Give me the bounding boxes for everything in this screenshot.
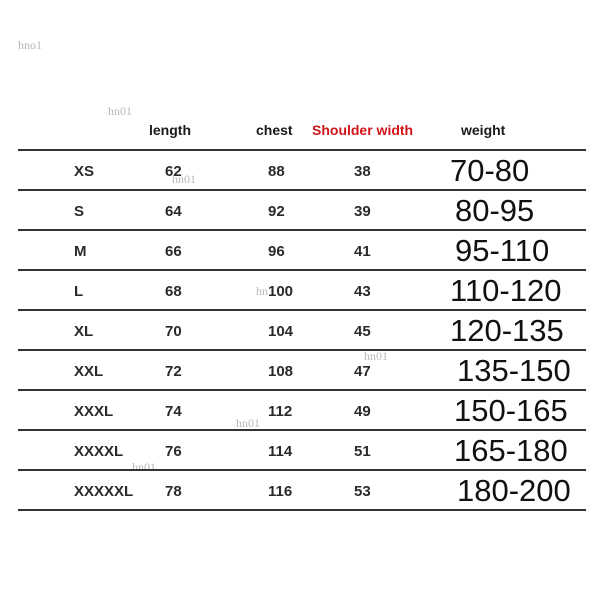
weight-cell: 165-180 [454,433,568,468]
weight-cell: 150-165 [454,393,568,428]
chest-cell: 116 [268,483,293,500]
length-cell: 62 [165,163,182,180]
chest-cell: 88 [268,163,285,180]
chest-cell: 100 [268,283,294,300]
length-cell: 70 [165,323,182,340]
size-cell: XL [74,323,94,340]
watermark: hn01 [364,349,388,363]
watermark: hn01 [108,104,132,118]
watermark: hn [256,284,268,298]
length-cell: 78 [165,483,182,500]
watermark: hn01 [172,172,196,186]
chest-cell: 96 [268,243,285,260]
length-cell: 72 [165,363,182,380]
length-cell: 66 [165,243,182,260]
length-cell: 68 [165,283,182,300]
shoulder-cell: 39 [354,203,371,220]
watermark: hn01 [132,460,156,474]
header-chest: chest [256,122,293,138]
table-row [18,391,586,431]
size-cell: XXL [74,363,104,380]
shoulder-cell: 47 [354,363,371,380]
shoulder-cell: 41 [354,243,371,260]
table-row [18,311,586,351]
weight-cell: 95-110 [455,233,550,268]
shoulder-cell: 53 [354,483,371,500]
watermark: hn01 [236,416,260,430]
chest-cell: 104 [268,323,294,340]
shoulder-cell: 43 [354,283,371,300]
chest-cell: 112 [268,403,293,420]
shoulder-cell: 45 [354,323,371,340]
size-table [18,151,586,511]
weight-cell: 120-135 [450,313,564,348]
weight-cell: 180-200 [457,473,571,508]
shoulder-cell: 49 [354,403,371,420]
size-cell: XS [74,163,95,180]
size-cell: XXXXL [74,443,124,460]
header-shoulder-width: Shoulder width [312,122,414,138]
chest-cell: 92 [268,203,285,220]
weight-cell: 135-150 [457,353,571,388]
length-cell: 74 [165,403,182,420]
length-cell: 76 [165,443,182,460]
table-row [18,151,586,191]
table-row [18,351,586,391]
weight-cell: 80-95 [455,193,535,228]
chest-cell: 108 [268,363,294,380]
table-row [18,271,586,311]
shoulder-cell: 38 [354,163,371,180]
table-row [18,431,586,471]
header-length: length [149,122,191,138]
weight-cell: 70-80 [450,153,530,188]
chest-cell: 114 [268,443,293,460]
weight-cell: 110-120 [450,273,562,308]
header-weight: weight [461,122,506,138]
size-cell: M [74,243,87,260]
shoulder-cell: 51 [354,443,371,460]
table-row [18,191,586,231]
table-row [18,231,586,271]
size-cell: L [74,283,84,300]
size-cell: XXXXXL [74,483,134,500]
size-cell: S [74,203,85,220]
table-row [18,471,586,511]
length-cell: 64 [165,203,182,220]
watermark: hno1 [18,38,42,52]
size-cell: XXXL [74,403,114,420]
